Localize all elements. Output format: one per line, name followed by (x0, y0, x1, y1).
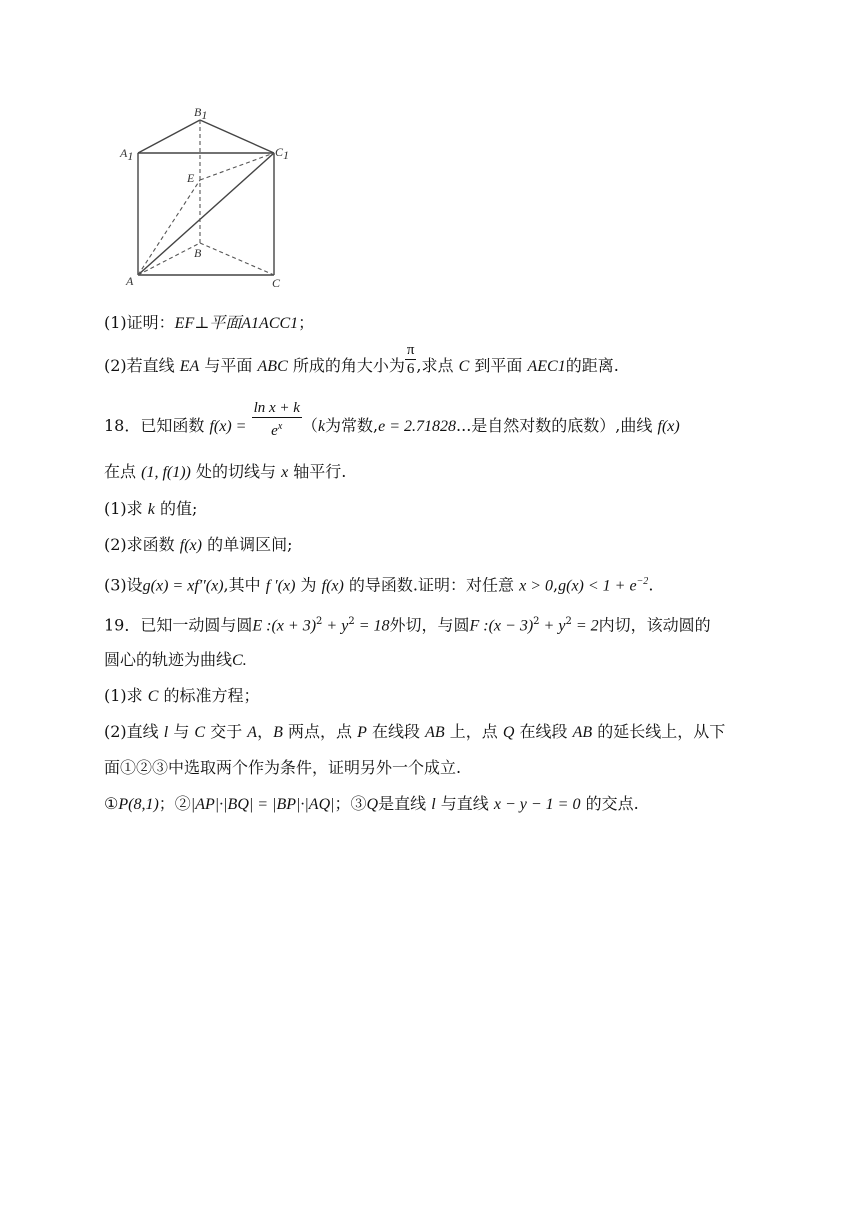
q19-t2: 内切，该动圆的 (598, 615, 711, 635)
q18-p1: (1)求 (104, 499, 143, 518)
prism-figure (112, 100, 312, 295)
q17-p2-text-d: 所成的角大小为 (292, 356, 405, 375)
q19-circle-f: F :(x − 3) (469, 617, 534, 635)
q19-c1: ① (104, 794, 119, 813)
label-c1: C1 (275, 145, 290, 162)
q19-p2-ab: AB (425, 724, 445, 741)
q17-p1-expr: EF⊥平面 (174, 315, 242, 332)
q19-t1: 外切，与圆 (389, 615, 470, 635)
q19-c3: ；③ (334, 794, 367, 813)
q18-part1 (104, 497, 800, 522)
q19-p2e: 两点，点 (287, 722, 352, 741)
q19-c3-l: l (431, 796, 436, 813)
label-b1: B1 (194, 105, 208, 122)
q19-c2: ；② (158, 794, 191, 813)
q18-p3f: f(x) (321, 577, 344, 595)
q19-p2-p: P (357, 724, 367, 741)
q19-p2l: l (163, 724, 169, 741)
q18-p3sup: −2 (636, 576, 649, 587)
q18-p3fp: f ′(x) (265, 577, 296, 595)
q18-p3g2: g(x) < 1 + e (558, 577, 637, 595)
q18-p3e: x > 0 (519, 577, 554, 595)
q18-point: (1, f(1)) (141, 464, 191, 481)
q17-p2-abc: ABC (257, 358, 288, 375)
q19-p2c: 交于 (210, 722, 243, 741)
q19-e-eq: = 18 (354, 617, 390, 635)
label-a: A (126, 274, 134, 288)
q18-line2c: 轴平行. (293, 462, 347, 481)
q19-c3c: 的交点. (585, 794, 639, 813)
q17-pi-over-6: $\frac{\pi}{6}$ (406, 342, 415, 377)
q19-c1-p: P(8,1) (118, 796, 159, 813)
q19-p2f: 在线段 (371, 722, 420, 741)
q18-text2: 为常数, (325, 416, 379, 435)
q17-p2-aec1: AEC1 (527, 358, 566, 375)
q17-p2-label: (2)若直线 (104, 356, 175, 375)
q18-p3a: (3)设 (104, 575, 143, 595)
q19-c3a: 是直线 (378, 794, 427, 813)
q19-p2d: ， (257, 722, 274, 741)
q17-p1-label: (1)证明： (104, 313, 175, 332)
q19-part1 (104, 684, 800, 709)
q17-p1-plane: A1ACC1 (241, 315, 299, 332)
q19-stem (104, 610, 800, 638)
q17-p2-text-e: ,求点 (416, 356, 454, 375)
q17-part1: (1)证明：EF⊥平面A1ACC1； (104, 313, 315, 332)
q19-line-b-text: 面①②③中选取两个作为条件，证明另外一个成立. (104, 758, 462, 777)
q19-c2-eq: |AP|·|BQ| = |BP|·|AQ| (190, 796, 335, 813)
q19-number: 19．已知一动圆与圆 (104, 615, 253, 635)
q17-p2-text-b: 与平面 (204, 356, 253, 375)
q18-p3end: . (648, 575, 654, 595)
q19-p1a: (1)求 (104, 686, 143, 705)
q18-p2f: f(x) (179, 537, 202, 554)
q18-e-value: e = 2.71828 (378, 418, 457, 435)
label-a1: A1 (120, 146, 134, 163)
q18-line2a: 在点 (104, 462, 137, 481)
label-b: B (194, 246, 202, 260)
q17-p2-text-i: 的距离. (565, 356, 619, 375)
q19-f-ysq: 2 (565, 616, 572, 627)
q19-conditions (104, 792, 800, 817)
q19-line-b (104, 756, 800, 780)
q18-p3comma: , (553, 575, 559, 595)
q19-e-sq: 2 (316, 616, 323, 627)
q18-line2 (104, 460, 800, 485)
q19-f-sq: 2 (533, 616, 540, 627)
q19-p2h: 在线段 (519, 722, 568, 741)
q17-p2-ea: EA (179, 358, 200, 375)
q18-part3 (104, 570, 800, 598)
q19-p2-a: A (247, 724, 258, 741)
q19-line2-text: 圆心的轨迹为曲线 (104, 650, 233, 669)
q19-curve-c: C. (232, 652, 247, 669)
q18-p3b: ,其中 (223, 575, 261, 595)
q17-p2-c: C (458, 358, 470, 375)
q18-p3c: 为 (300, 575, 317, 595)
q18-p2b: 的单调区间; (207, 535, 293, 554)
q19-p2i: 的延长线上，从下 (597, 722, 726, 741)
q18-p3d: 的导函数.证明：对任意 (348, 575, 515, 595)
label-c: C (272, 276, 281, 290)
q19-p1c: C (147, 688, 159, 705)
q18-p1b: 的值; (159, 499, 198, 518)
q19-c3b: 与直线 (440, 794, 489, 813)
q18-part2 (104, 533, 800, 558)
q19-c3-eq: x − y − 1 = 0 (493, 796, 581, 813)
q18-stem (104, 400, 800, 440)
q18-text1: （ (301, 416, 318, 435)
q18-fx2: f(x) (657, 418, 680, 435)
q19-circle-e: E :(x + 3) (252, 617, 317, 635)
q19-f-y: + y (539, 617, 566, 635)
q19-p1b: 的标准方程； (163, 686, 260, 705)
q19-p2-b: B (273, 724, 283, 741)
label-e: E (187, 171, 195, 185)
q19-p2b: 与 (173, 722, 190, 741)
q19-p2-ab2: AB (572, 724, 593, 741)
q17-p2-text-g: 到平面 (474, 356, 523, 375)
q19-e-y: + y (322, 617, 349, 635)
q18-k: k (317, 418, 326, 435)
q18-number: 18．已知函数 (104, 416, 205, 435)
q18-p3g: g(x) = xf′′(x) (142, 577, 224, 595)
q19-line2 (104, 648, 800, 673)
q19-part2 (104, 720, 800, 745)
q18-p1k: k (147, 501, 155, 518)
q19-f-eq: = 2 (571, 617, 599, 635)
q18-line2b: 处的切线与 (195, 462, 276, 481)
q19-e-ysq: 2 (348, 616, 355, 627)
q19-p2a: (2)直线 (104, 722, 159, 741)
q17-part2 (104, 342, 800, 379)
q18-text3: ...是自然对数的底数）,曲线 (456, 416, 653, 435)
q18-p2: (2)求函数 (104, 535, 175, 554)
q19-p2-q: Q (502, 724, 515, 741)
q19-p2g: 上，点 (449, 722, 498, 741)
q19-p2c-curve: C (194, 724, 206, 741)
q18-fx: f(x) = (209, 418, 247, 435)
q19-c3-q: Q (366, 796, 379, 813)
q18-fraction: $\frac{\text{ln x + k}}{e^x}$ (253, 400, 300, 439)
q18-x: x (281, 464, 289, 481)
